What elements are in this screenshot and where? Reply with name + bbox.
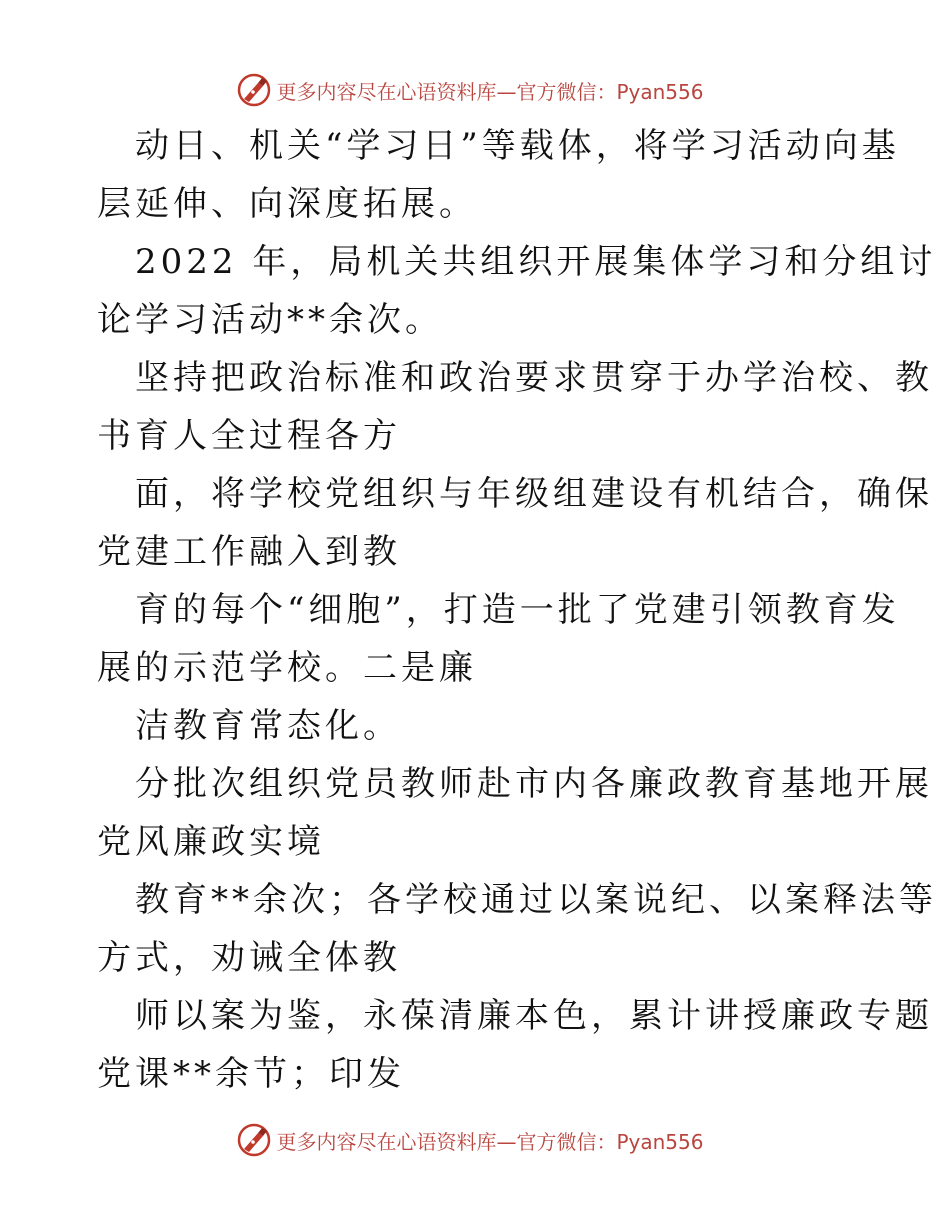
- text-line: 展的示范学校。二是廉: [97, 648, 477, 688]
- footer-banner-text: 更多内容尽在心语资料库—官方微信：Pyan556: [276, 1129, 704, 1154]
- text-line: 党建工作融入到教: [97, 532, 401, 572]
- footer-banner-inner: [236, 1122, 703, 1158]
- text-line: 论学习活动**余次。: [97, 300, 443, 340]
- text-line: 2022 年，局机关共组织开展集体学习和分组讨: [135, 242, 937, 282]
- header-banner-inner: [236, 72, 703, 108]
- pen-nib-logo-icon: [236, 72, 272, 108]
- text-line: 洁教育常态化。: [135, 706, 401, 746]
- text-line: 育的每个“细胞”，打造一批了党建引领教育发: [135, 590, 900, 630]
- header-banner: [0, 70, 950, 110]
- text-line: 方式，劝诫全体教: [97, 938, 401, 978]
- text-line: 分批次组织党员教师赴市内各廉政教育基地开展: [135, 764, 933, 804]
- text-line: 动日、机关“学习日”等载体，将学习活动向基: [135, 126, 900, 166]
- footer-banner: [0, 1120, 950, 1160]
- pen-nib-logo-icon: [236, 1122, 272, 1158]
- text-line: 面，将学校党组织与年级组建设有机结合，确保: [135, 474, 933, 514]
- text-line: 党风廉政实境: [97, 822, 325, 862]
- text-line: 师以案为鉴，永葆清廉本色，累计讲授廉政专题: [135, 996, 933, 1036]
- text-line: 书育人全过程各方: [97, 416, 401, 456]
- text-line: 党课**余节；印发: [97, 1054, 405, 1094]
- header-banner-text: 更多内容尽在心语资料库—官方微信：Pyan556: [276, 79, 704, 104]
- text-line: 层延伸、向深度拓展。: [97, 184, 477, 224]
- text-line: 教育**余次；各学校通过以案说纪、以案释法等: [135, 880, 937, 920]
- text-line: 坚持把政治标准和政治要求贯穿于办学治校、教: [135, 358, 933, 398]
